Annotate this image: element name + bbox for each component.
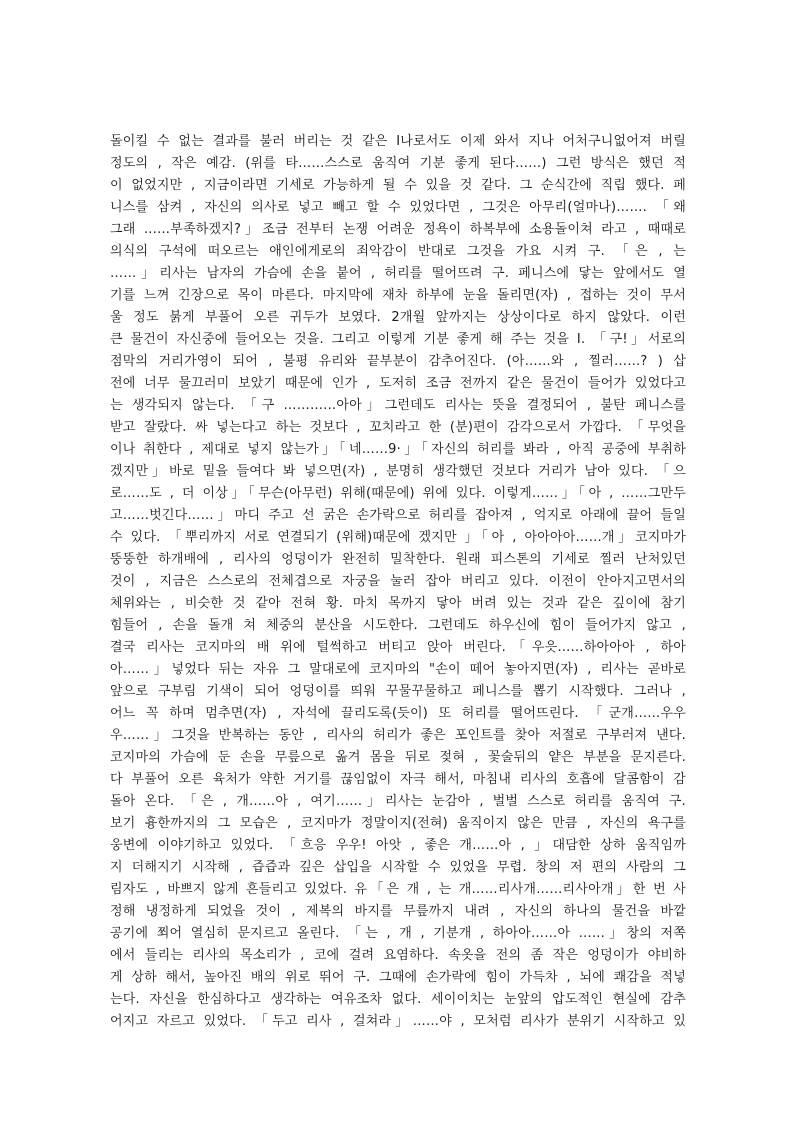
- text-line: 뚱뚱한 하개배에 , 리사의 엉덩이가 완전히 밀착한다. 원래 피스톤의 기세로 찔러 난처있던: [110, 552, 686, 567]
- text-line: 다 부풀어 오른 육처가 약한 거기를 끊임없이 자극 해서, 마침내 리사의 호흡에 달콤함이 감: [110, 772, 686, 787]
- text-line: 힘들어 , 손을 돌개 쳐 체중의 분산을 시도한다. 그런데도 하우신에 힘이 들어가지 않고 ,: [110, 618, 686, 633]
- text-line: 어지고 자르고 있었다. 「두고 리사 , 걸쳐라」……야 , 모처럼 리사가 분위기 시작하고 있: [110, 1014, 686, 1029]
- text-line: 정해 냉정하게 되었을 것이 , 제복의 바지를 무릎까지 내려 , 자신의 하나의 물건을 바깥: [110, 904, 686, 919]
- text-line: 받고 잘랐다. 싸 넣는다고 하는 것보다 , 꼬치라고 한 (분)편이 감각으로서 가깝다. 「무엇을: [110, 420, 686, 435]
- text-line: 니스를 삼켜 , 자신의 의사로 넣고 빼고 할 수 있었다면 , 그것은 아무리(얼마나)……. 「왜: [110, 200, 686, 215]
- text-line: ……」리사는 남자의 가슴에 손을 붙어 , 허리를 떨어뜨려 구. 페니스에 닿는 앞에서도 열: [110, 266, 686, 281]
- text-line: 큰 물건이 자신중에 들어오는 것을. 그리고 이렇게 기분 좋게 해 주는 것을 I. 「구!」서로의: [110, 332, 686, 347]
- text-line: 결국 리사는 코지마의 배 위에 털썩하고 버티고 앉아 버린다.「우읏……하아아아 , 하아: [110, 640, 686, 655]
- text-line: 림자도 , 바쁘지 않게 흔들리고 있었다. 유「은 개 , 는 개……리사개……리사아개」한 번 사: [110, 882, 686, 897]
- text-line: 웅변에 이야기하고 있었다. 「흐응 우우! 아앗 , 좋은 개……아 , 」대담한 상하 움직임까: [110, 838, 686, 853]
- text-line: 점막의 거리가영이 되어 , 불평 유리와 끝부분이 감추어진다. (아……와 , 찔러……? ) 삽: [110, 354, 686, 369]
- text-line: 기를 느껴 긴장으로 목이 마른다. 마지막에 재차 하부에 눈을 돌리면(자) , 접하는 것이 무서: [110, 288, 686, 303]
- text-line: 전에 너무 물끄러미 보았기 때문에 인가 , 도저히 조금 전까지 같은 물건이 들어가 있었다고: [110, 376, 686, 391]
- text-line: 어느 꼭 하며 멈추면(자) , 자석에 끌리도록(듯이) 또 허리를 떨어뜨린다. 「군개……우우: [110, 706, 686, 721]
- text-line: 돌이킬 수 없는 결과를 불러 버리는 것 같은 I나로서도 이제 와서 지나 어처구니없어져 버릴: [110, 134, 686, 149]
- text-line: 지 더해지기 시작해 , 즙즙과 깊은 삽입을 시작할 수 있었을 무렵. 창의 저 편의 사람의 그: [110, 860, 686, 875]
- text-line: 이나 취한다 , 제대로 넣지 않는가」「네……9·」「자신의 허리를 봐라 , 아직 공중에 부취하: [110, 442, 686, 457]
- text-line: 돌아 온다. 「은 , 개……아 , 여기……」리사는 눈감아 , 벌벌 스스로 허리를 움직여 구.: [110, 794, 686, 809]
- text-line: 는다. 자신을 한심하다고 생각하는 여유조차 없다. 세이이치는 눈앞의 압도적인 현실에 감추: [110, 992, 686, 1007]
- text-line: 울 정도 붉게 부풀어 오른 귀두가 보였다. 2개월 앞까지는 상상이다로 하지 않았다. 이런: [110, 310, 686, 325]
- text-line: 정도의 , 작은 예감. (위를 타……스스로 움직여 기분 좋게 된다……) 그런 방식은 했던 적: [110, 156, 686, 171]
- text-line: 아……」넣었다 뒤는 자유 그 말대로에 코지마의 "손이 떼어 놓아지면(자) , 리사는 곧바로: [110, 662, 686, 677]
- text-line: 보기 흉한까지의 그 모습은 , 코지마가 정말이지(전혀) 움직이지 않은 만큼 , 자신의 욕구를: [110, 816, 686, 831]
- text-line: 체위와는 , 비슷한 것 같아 전혀 황. 마치 목까지 닿아 버려 있는 것과 같은 깊이에 참기: [110, 596, 686, 611]
- document-text-body: [110, 131, 686, 1033]
- text-line: 앞으로 구부림 기색이 되어 엉덩이를 띄워 꾸물꾸물하고 페니스를 뽑기 시작했다. 그러나 ,: [110, 684, 686, 699]
- text-line: 로……도 , 더 이상」「무슨(아무런) 위해(때문에) 위에 있다. 이렇게……」「아 , ……그만두: [110, 486, 686, 501]
- text-line: 우……」그것을 반복하는 동안 , 리사의 허리가 좋은 포인트를 찾아 저절로 구부러져 낸다.: [110, 728, 686, 743]
- text-line: 고……벗긴다……」마디 주고 선 굵은 손가락으로 허리를 잡아져 , 억지로 아래에 끌어 들일: [110, 508, 686, 523]
- text-line: 는 생각되지 않는다. 「구 …………아아」그런데도 리사는 뜻을 결정되어 , 불탄 페니스를: [110, 398, 686, 413]
- text-line: 그래 ……부족하겠지?」조금 전부터 논쟁 어려운 정욕이 하복부에 소용돌이쳐 라고 , 때때로: [110, 222, 686, 237]
- text-line: 이 없었지만 , 지금이라면 기세로 가능하게 될 수 있을 것 같다. 그 순식간에 직립 했다. 페: [110, 178, 686, 193]
- text-line: 공기에 쬐어 열심히 문지르고 올린다. 「는 , 개 , 기분개 , 하아아……아 ……」창의 저쪽: [110, 926, 686, 941]
- text-line: 에서 들리는 리사의 목소리가 , 코에 걸려 요염하다. 속옷을 전의 좀 작은 엉덩이가 야비하: [110, 948, 686, 963]
- text-line: 것이 , 지금은 스스로의 전체겹으로 자궁을 눌러 잡아 버리고 있다. 이전이 안아지고면서의: [110, 574, 686, 589]
- text-line: 게 상하 해서, 높아진 배의 위로 뛰어 구. 그때에 손가락에 힘이 가득차 , 뇌에 쾌감을 적넣: [110, 970, 686, 985]
- text-line: 수 있다. 「뿌리까지 서로 연결되기 (위해)때문에 겠지만 」「아 , 아아아아……개」코지마가: [110, 530, 686, 545]
- text-line: 의식의 구석에 떠오르는 애인에게로의 죄악감이 반대로 그것을 가요 시켜 구. 「은 , 는: [110, 244, 686, 259]
- text-line: 코지마의 가슴에 둔 손을 무릎으로 옮겨 몸을 뒤로 젖혀 , 꽃술뒤의 얕은 부분을 문지른다.: [110, 750, 686, 765]
- text-line: 겠지만」바로 밑을 들여다 봐 넣으면(자) , 분명히 생각했던 것보다 거리가 남아 있다. 「으: [110, 464, 686, 479]
